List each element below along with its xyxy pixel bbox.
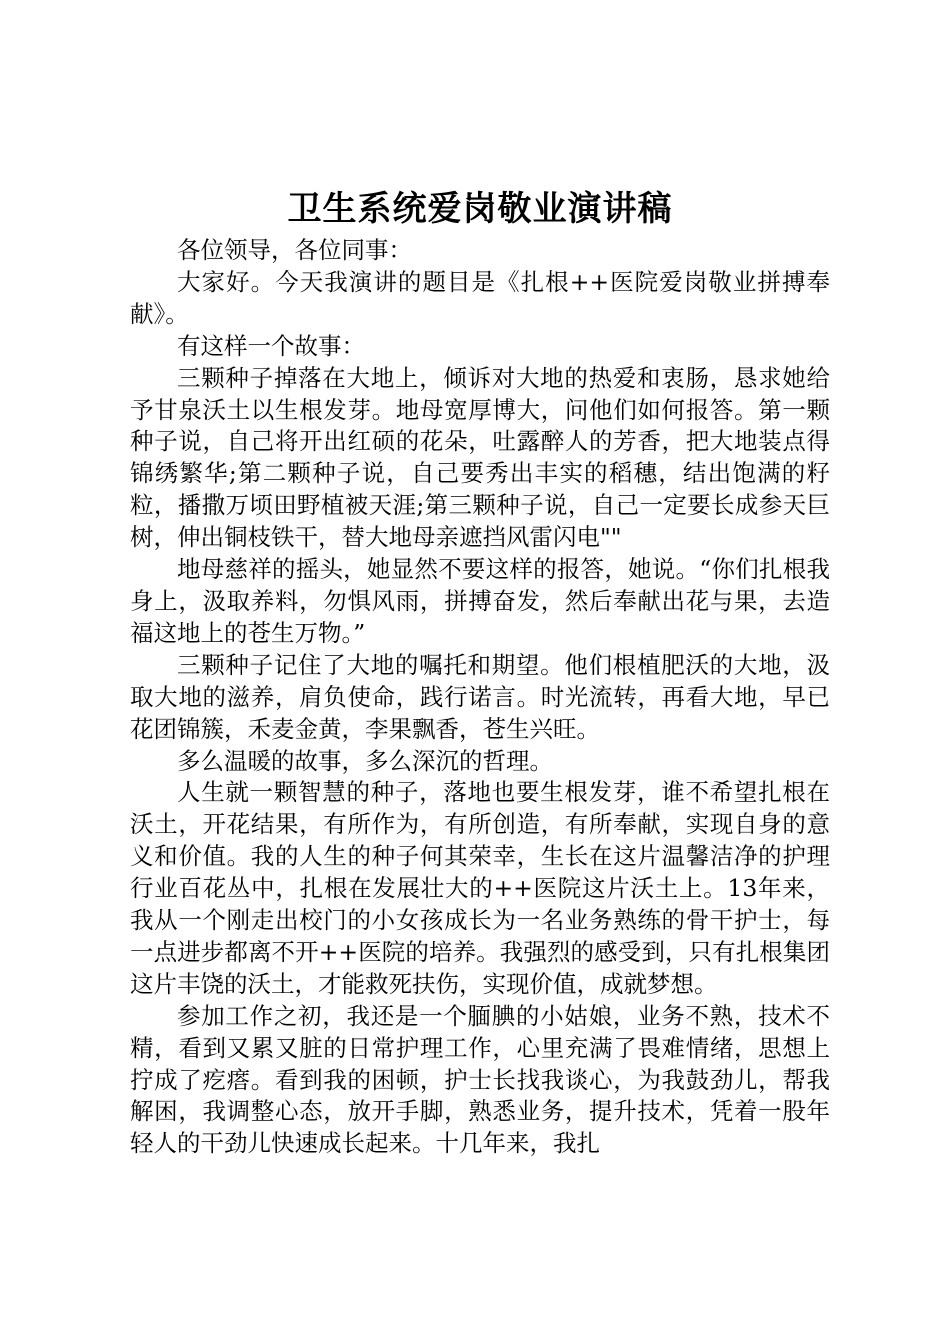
paragraph-mother-earth: 地母慈祥的摇头，她显然不要这样的报答，她说。“你们扎根我身上，汲取养料，勿惧风雨，拼搏奋发，然后奉献出花与果，去造福这地上的苍生万物。” <box>130 555 830 647</box>
paragraph-greeting: 各位领导，各位同事： <box>177 236 412 264</box>
paragraph-three-seeds: 三颗种子掉落在大地上，倾诉对大地的热爱和衷肠，恳求她给予甘泉沃土以生根发芽。地母宽厚博大，问他们如何报答。第一颗种子说，自己将开出红硕的花朵，吐露醉人的芳香，把大地装点得锦绣繁华;第二颗种子说，自己要秀出丰实的稻穗，结出饱满的籽粒，播撒万顷田野植被天涯;第三颗种子说，自己一定要长成参天巨树，伸出铜枝铁干，替大地母亲遮挡风雷闪电"" <box>130 363 830 552</box>
paragraph-life-seed: 人生就一颗智慧的种子，落地也要生根发芽，谁不希望扎根在沃土，开花结果，有所作为，有所创造，有所奉献，实现自身的意义和价值。我的人生的种子何其荣幸，生长在这片温馨洁净的护理行业百花丛中，扎根在发展壮大的++医院这片沃土上。13年来，我从一个刚走出校门的小女孩成长为一名业务熟练的骨干护士，每一点进步都离不开++医院的培养。我强烈的感受到，只有扎根集团这片丰饶的沃土，才能救死扶伤，实现价值，成就梦想。 <box>130 778 830 998</box>
paragraph-philosophy: 多么温暖的故事，多么深沉的哲理。 <box>177 746 553 775</box>
paragraph-early-work: 参加工作之初，我还是一个腼腆的小姑娘，业务不熟，技术不精，看到又累又脏的日常护理工作，心里充满了畏难情绪，思想上拧成了疙瘩。看到我的困顿，护士长找我谈心，为我鼓劲儿，帮我解困，我调整心态，放开手脚，熟悉业务，提升技术，凭着一股年轻人的干劲儿快速成长起来。十几年来，我扎 <box>130 1001 830 1158</box>
document-page <box>130 183 830 1160</box>
paragraph-seeds-remember: 三颗种子记住了大地的嘱托和期望。他们根植肥沃的大地，汲取大地的滋养，肩负使命，践行诺言。时光流转，再看大地，早已花团锦簇，禾麦金黄，李果飘香，苍生兴旺。 <box>130 650 830 743</box>
paragraph-story-lead: 有这样一个故事： <box>177 331 365 360</box>
paragraph-intro: 大家好。今天我演讲的题目是《扎根++医院爱岗敬业拼搏奉献》。 <box>130 267 830 328</box>
document-title: 卫生系统爱岗敬业演讲稿 <box>287 189 673 229</box>
